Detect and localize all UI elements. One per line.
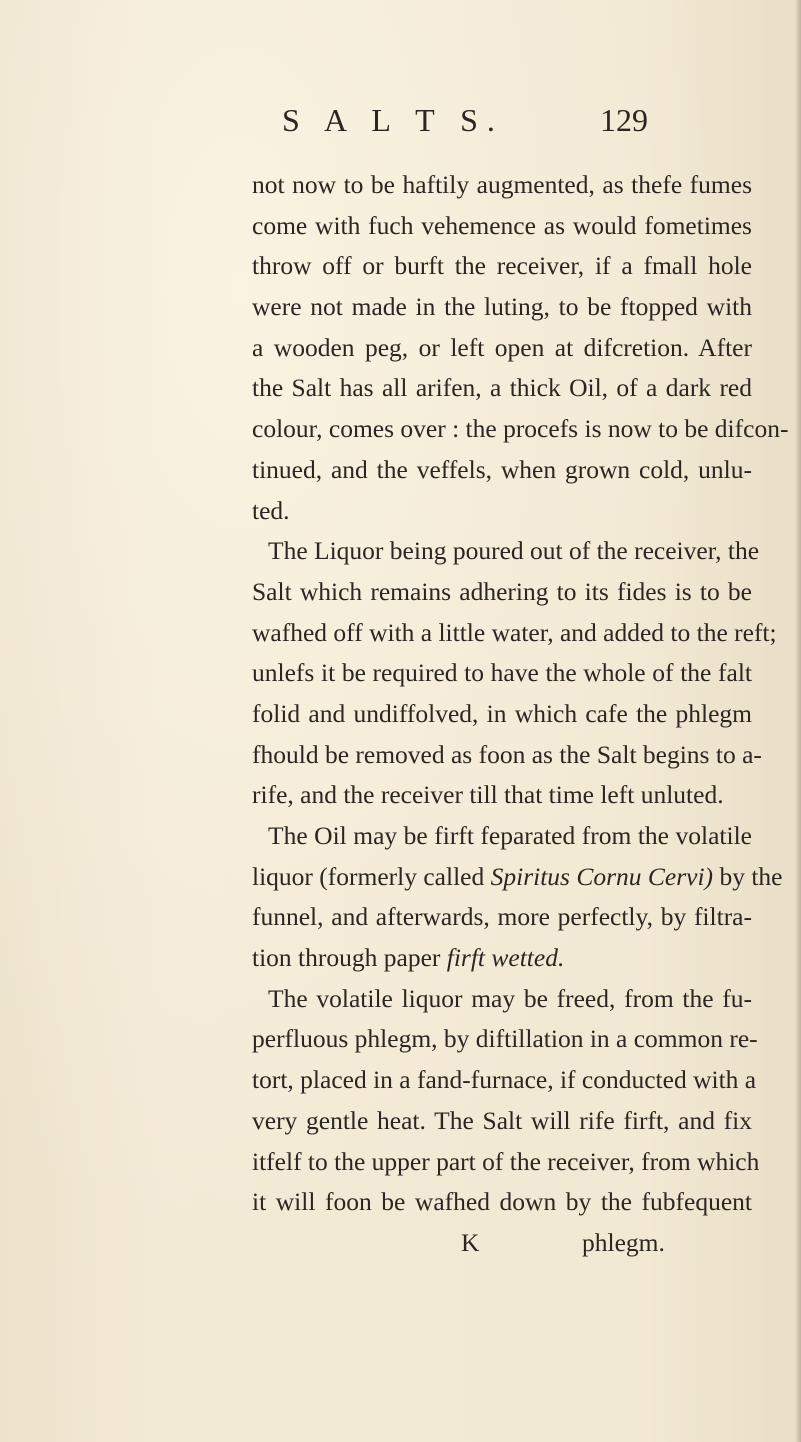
italic-phrase: firft wetted. xyxy=(446,943,565,973)
catchword: phlegm. xyxy=(582,1227,665,1257)
text-line: very gentle heat. The Salt will rife firft, and fix xyxy=(252,1105,752,1135)
paragraph-start-line: The Liquor being poured out of the receiver, the xyxy=(268,536,760,566)
footer-line xyxy=(252,1223,752,1264)
text-span: liquor (formerly called xyxy=(252,861,491,891)
text-span: by the xyxy=(713,861,783,891)
text-line: folid and undiffolved, in which cafe the phlegm xyxy=(252,698,752,728)
text-line-with-italic xyxy=(252,857,783,898)
running-head: S A L T S. xyxy=(282,102,504,138)
signature-mark: K xyxy=(461,1227,480,1257)
text-line: funnel, and afterwards, more perfectly, by filtra- xyxy=(252,902,752,932)
page-edge-shadow xyxy=(795,0,801,1442)
text-line: a wooden peg, or left open at difcretion. After xyxy=(252,332,752,362)
text-line: Salt which remains adhering to its fides is to be xyxy=(252,576,752,606)
text-span: tion through paper xyxy=(252,943,447,973)
page-header xyxy=(0,98,801,142)
text-line: throw off or burft the receiver, if a fmall hole xyxy=(252,251,752,281)
text-line: wafhed off with a little water, and added to the reft; xyxy=(252,617,777,647)
paragraph-start-line: The Oil may be firft feparated from the volatile xyxy=(268,821,752,850)
text-line: fhould be removed as foon as the Salt begins to a- xyxy=(252,739,762,769)
text-line: it will foon be wafhed down by the fubfequent xyxy=(252,1187,752,1217)
text-line: perfluous phlegm, by diftillation in a common re- xyxy=(252,1024,758,1054)
text-line-with-italic xyxy=(252,938,752,979)
text-line: tinued, and the veffels, when grown cold, unlu- xyxy=(252,454,752,484)
body-text xyxy=(252,165,789,1264)
italic-latin-term: Spiritus Cornu Cervi) xyxy=(490,861,714,891)
text-line: tort, placed in a fand-furnace, if conducted with a xyxy=(252,1065,757,1095)
text-line: itfelf to the upper part of the receiver, from which xyxy=(252,1146,760,1176)
text-line: ted. xyxy=(252,495,290,525)
text-line: the Salt has all arifen, a thick Oil, of a dark red xyxy=(252,373,752,403)
text-line: unlefs it be required to have the whole of the falt xyxy=(252,658,752,688)
page-number: 129 xyxy=(600,102,648,138)
text-line: were not made in the luting, to be ftopped with xyxy=(252,292,752,322)
text-line: not now to be haftily augmented, as thefe fumes xyxy=(252,170,752,199)
paragraph-start-line: The volatile liquor may be freed, from the fu- xyxy=(268,983,752,1013)
text-line: rife, and the receiver till that time left unluted. xyxy=(252,780,724,810)
text-line: come with fuch vehemence as would fometimes xyxy=(252,210,752,240)
text-line: colour, comes over : the procefs is now to be difcon- xyxy=(252,414,789,444)
